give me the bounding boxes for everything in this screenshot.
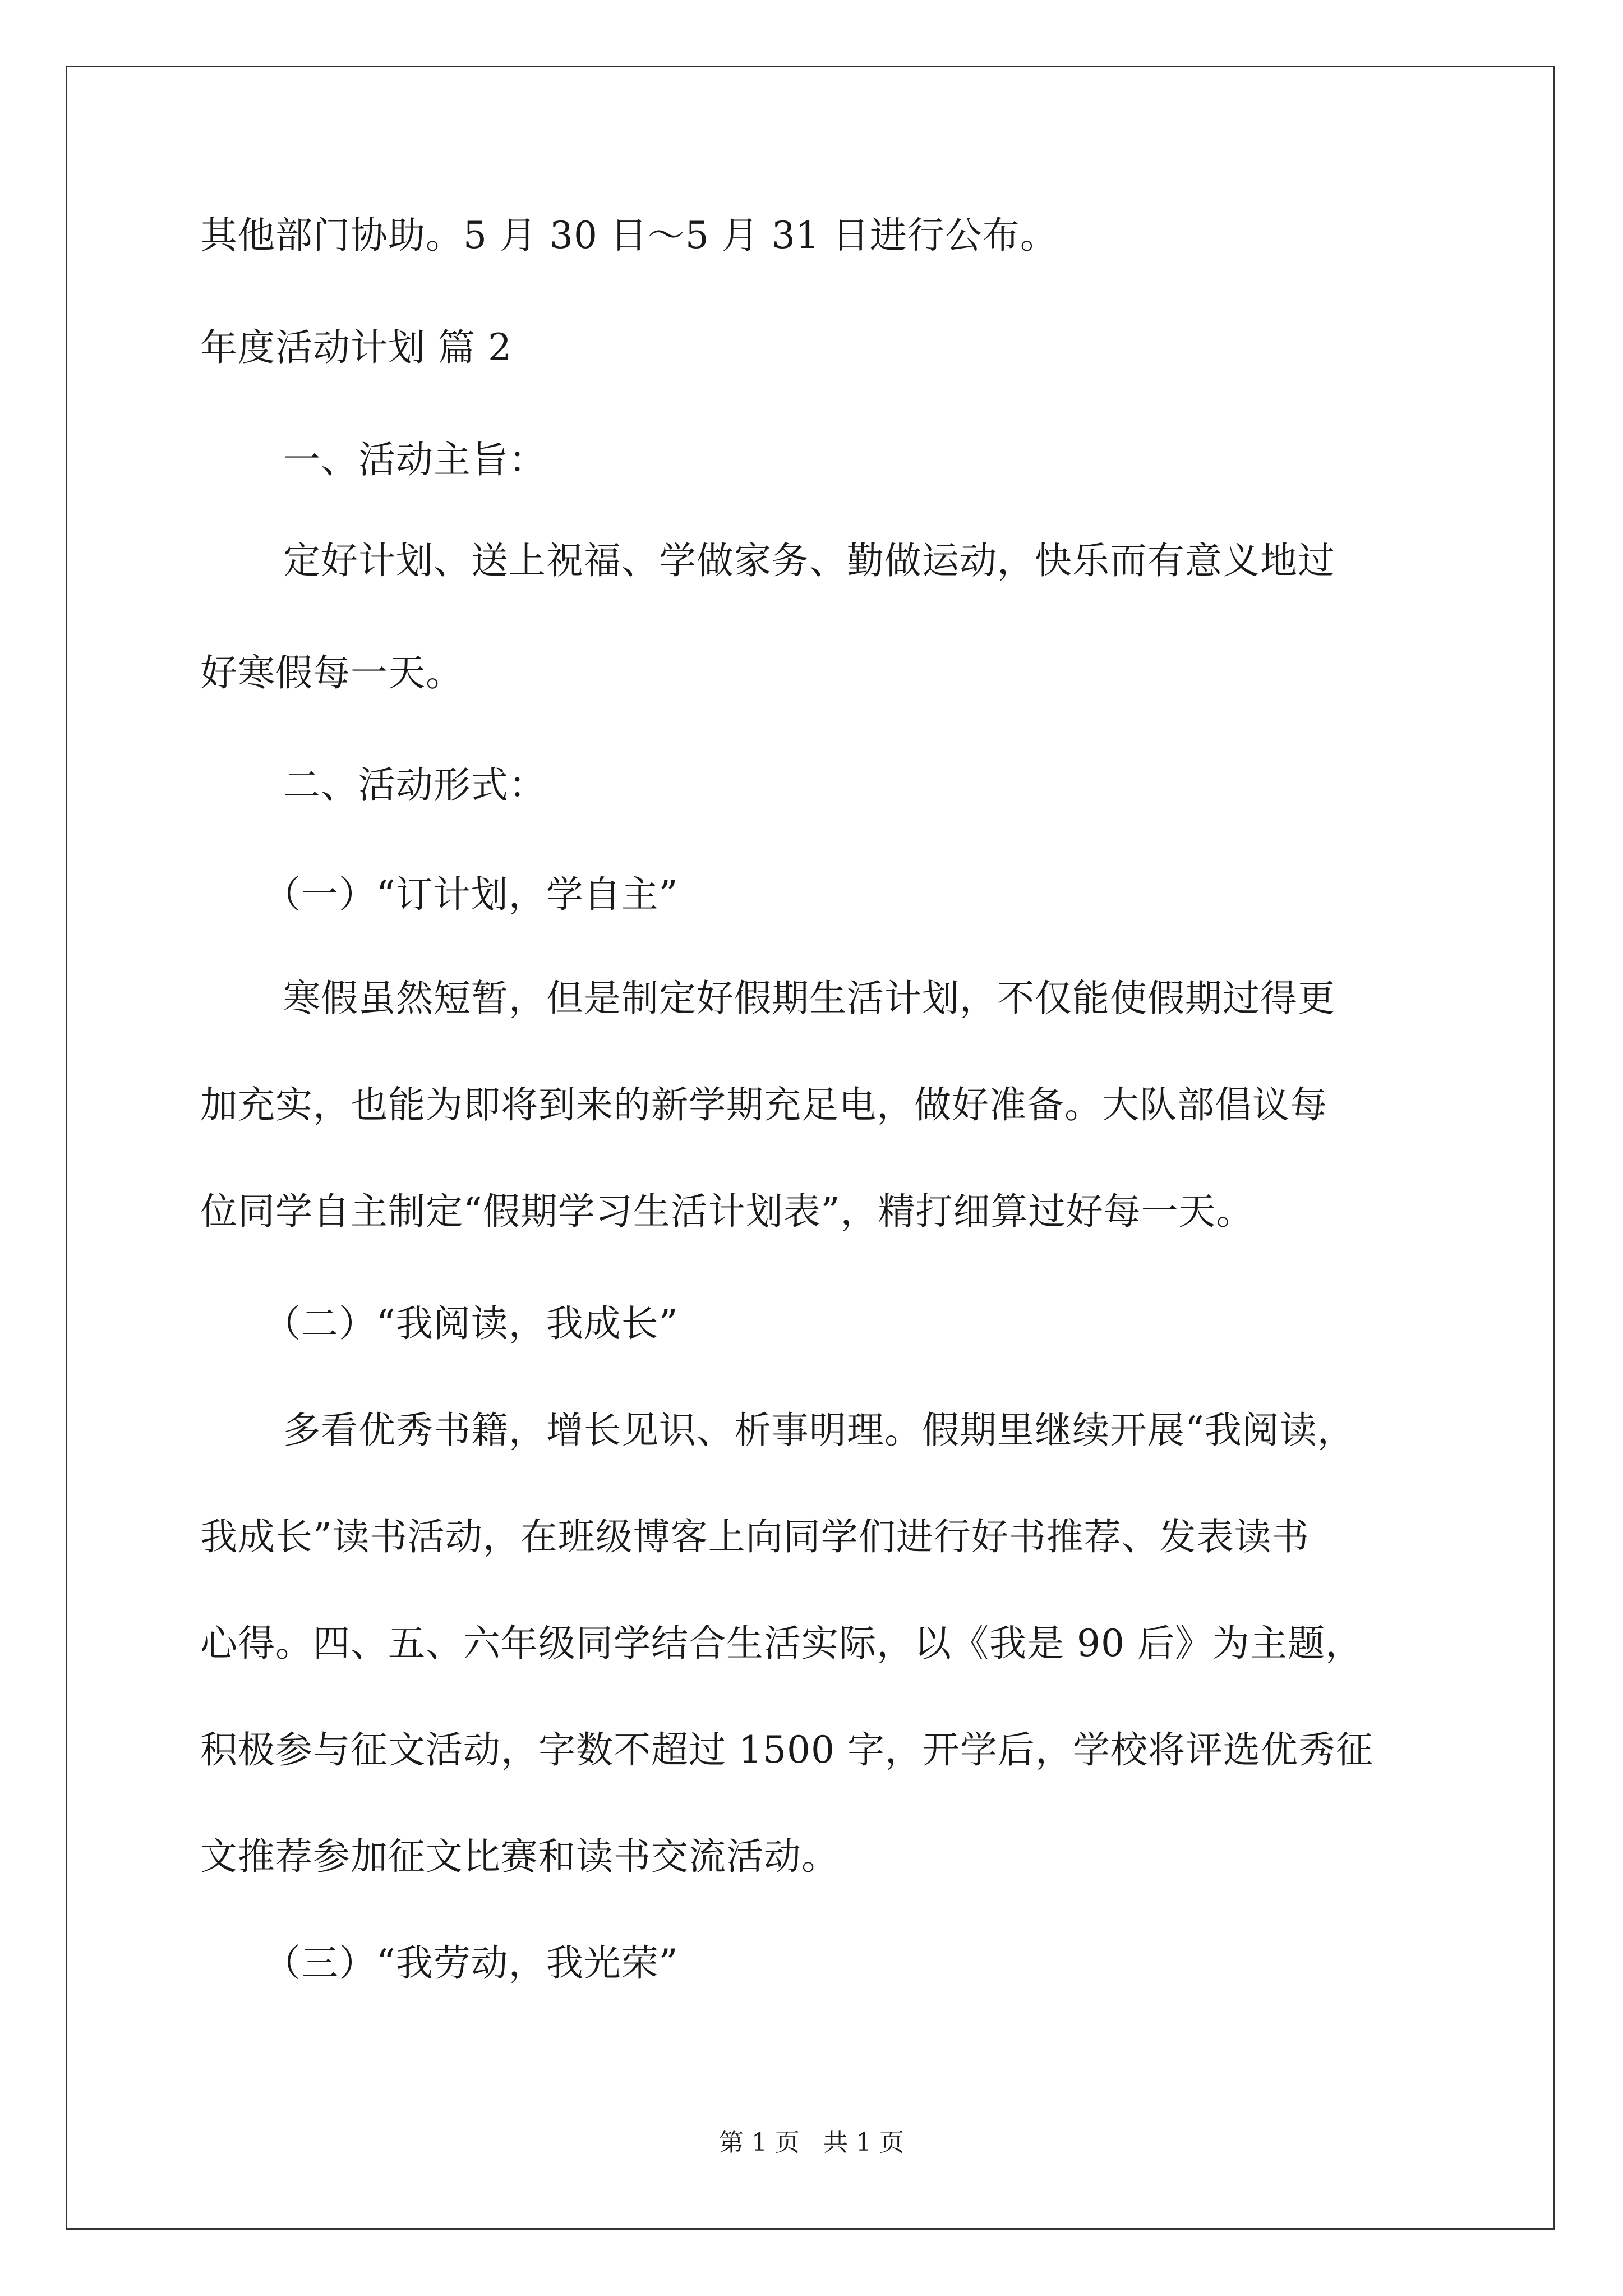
paragraph-line: 加充实，也能为即将到来的新学期充足电，做好准备。大队部倡议每 (200, 1083, 1327, 1126)
paragraph-line: 寒假虽然短暂，但是制定好假期生活计划，不仅能使假期过得更 (283, 977, 1335, 1020)
subheading-labor: （三）“我劳动，我光荣” (264, 1941, 679, 1985)
paragraph-line: 文推荐参加征文比赛和读书交流活动。 (200, 1835, 839, 1878)
paragraph-line: 好寒假每一天。 (200, 651, 463, 694)
page-border (66, 66, 1555, 2230)
section-title: 年度活动计划 篇 2 (200, 326, 512, 369)
page-footer: 第 1 页 共 1 页 (719, 2128, 904, 2157)
paragraph-line: 多看优秀书籍，增长见识、析事明理。假期里继续开展“我阅读， (283, 1409, 1355, 1452)
subheading-plan: （一）“订计划，学自主” (264, 873, 679, 916)
paragraph-line: 心得。四、五、六年级同学结合生活实际，以《我是 90 后》为主题， (200, 1622, 1363, 1665)
paragraph-line: 我成长”读书活动，在班级博客上向同学们进行好书推荐、发表读书 (200, 1515, 1310, 1558)
subheading-reading: （二）“我阅读，我成长” (264, 1302, 679, 1345)
text-line-continuation: 其他部门协助。5 月 30 日～5 月 31 日进行公布。 (200, 214, 1058, 257)
paragraph-line: 定好计划、送上祝福、学做家务、勤做运动，快乐而有意义地过 (283, 539, 1335, 582)
heading-activity-purpose: 一、活动主旨： (283, 438, 546, 481)
heading-activity-form: 二、活动形式： (283, 763, 546, 807)
paragraph-line: 积极参与征文活动，字数不超过 1500 字，开学后，学校将评选优秀征 (200, 1728, 1373, 1772)
paragraph-line: 位同学自主制定“假期学习生活计划表”，精打细算过好每一天。 (200, 1190, 1254, 1233)
